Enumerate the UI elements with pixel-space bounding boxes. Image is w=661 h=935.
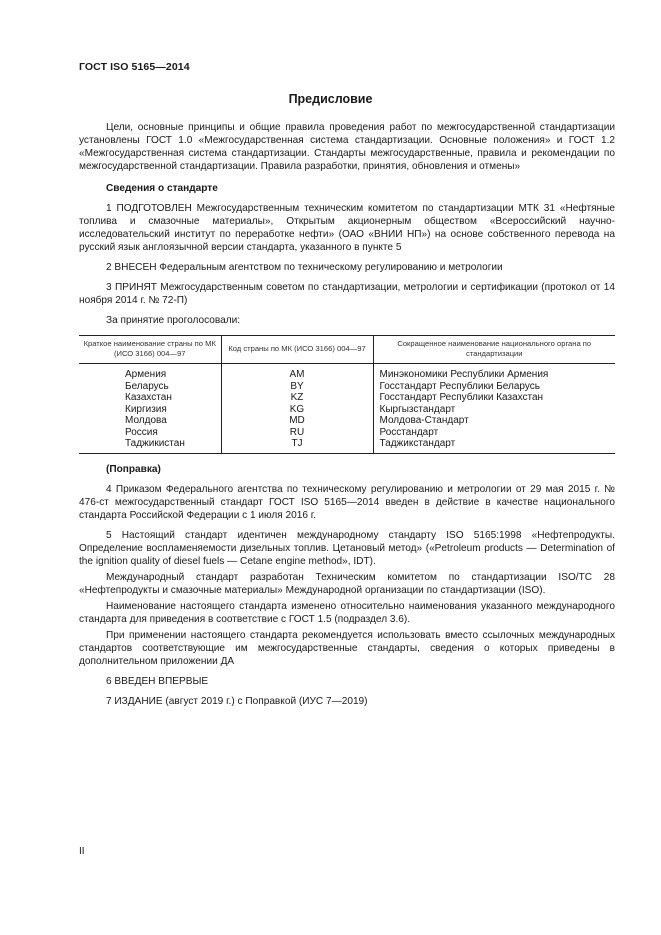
code-cell: RU (221, 427, 373, 439)
body-cell: Минэкономики Республики Армения (373, 364, 615, 381)
table-row (79, 427, 615, 439)
table-row (79, 392, 615, 404)
paragraph-5-iso: Международный стандарт разработан Техническим комитетом по стандартизации ISO/TC 28 «Нефтепродукты и смазочные материалы» Международной организации по стандартизации (ISO). (79, 571, 615, 596)
body-cell: Молдова-Стандарт (373, 415, 615, 427)
header-code: Код страны по МК (ИСО 3166) 004—97 (221, 336, 373, 364)
paragraph-5-name: Наименование настоящего стандарта изменено относительно наименования указанного международного стандарта для приведения в соответствие с ГОСТ 1.5 (подраздел 3.6). (79, 600, 615, 625)
country-cell: Армения (125, 369, 167, 380)
preface-body (79, 121, 615, 708)
paragraph-1: 1 ПОДГОТОВЛЕН Межгосударственным техническим комитетом по стандартизации МТК 31 «Нефтяные топлива и смазочные материалы», Открытым акционерным обществом «Всероссийский научно-исследовательский институт по переработке нефти» (ОАО «ВНИИ НП») на основе собственного перевода на русский язык англоязычной версии стандарта, указанного в пункте 5 (79, 203, 615, 253)
code-cell: AM (221, 364, 373, 381)
preface-title: Предисловие (288, 92, 373, 106)
header-body: Сокращенное наименование национального органа по стандартизации (373, 336, 615, 364)
code-cell: TJ (221, 438, 373, 453)
country-cell: Казахстан (125, 392, 172, 403)
vote-table-header-row (79, 336, 615, 364)
code-cell: BY (221, 381, 373, 393)
table-row (79, 404, 615, 416)
paragraph-2: 2 ВНЕСЕН Федеральным агентством по техническому регулированию и метрологии (106, 262, 503, 273)
country-cell: Молдова (125, 415, 167, 426)
table-row (79, 381, 615, 393)
code-cell: KZ (221, 392, 373, 404)
country-cell: Россия (125, 426, 158, 438)
amendment-heading: (Поправка) (106, 463, 161, 475)
paragraph-5: 5 Настоящий стандарт идентичен международному стандарту ISO 5165:1998 «Нефтепродукты. Определение воспламеняемости дизельных топлив. Цетановый метод» («Petroleum products — Determination of the ignition quality of diesel fuels — Cetane engine method», IDT). (79, 529, 615, 567)
country-cell: Киргизия (125, 403, 167, 415)
paragraph-3: 3 ПРИНЯТ Межгосударственным советом по стандартизации, метрологии и сертификации (протокол от 14 ноября 2014 г. № 72-П) (79, 282, 615, 306)
code-cell: KG (221, 404, 373, 416)
country-cell: Таджикистан (79, 438, 221, 453)
paragraph-5-refs: При применении настоящего стандарта рекомендуется использовать вместо ссылочных международных стандартов соответствующие им межгосударственные стандарты, сведения о которых приведены в дополнительном приложении ДА (79, 629, 615, 667)
table-row (79, 438, 615, 453)
paragraph-7: 7 ИЗДАНИЕ (август 2019 г.) с Поправкой (ИУС 7—2019) (106, 695, 368, 707)
body-cell: Росстандарт (373, 427, 615, 439)
body-cell: Таджикстандарт (373, 438, 615, 453)
intro-paragraph: Цели, основные принципы и общие правила проведения работ по межгосударственной стандартизации установлены ГОСТ 1.0 «Межгосударственная система стандартизации. Основные положения» и ГОСТ 1.2 «Межгосударственная система стандартизации. Стандарты межгосударственные, правила и рекомендации по межгосударственной стандартизации. Правила разработки, принятия, обновления и отмены» (79, 122, 615, 172)
voted-label: За принятие проголосовали: (106, 315, 241, 326)
table-row (79, 415, 615, 427)
paragraph-4: 4 Приказом Федерального агентства по техническому регулированию и метрологии от 29 мая 2015 г. № 476-ст межгосударственный стандарт ГОСТ ISO 5165—2014 введен в действие в качестве национального стандарта Российской Федерации с 1 июля 2016 г. (79, 483, 615, 521)
body-cell: Госстандарт Республики Беларусь (373, 381, 615, 393)
country-cell: Беларусь (125, 380, 169, 392)
vote-table (79, 335, 615, 454)
paragraph-6: 6 ВВЕДЕН ВПЕРВЫЕ (106, 675, 209, 687)
standard-info-heading: Сведения о стандарте (106, 183, 218, 194)
code-cell: MD (221, 415, 373, 427)
header-country: Краткое наименование страны по МК (ИСО 3166) 004—97 (79, 336, 221, 364)
page-number: II (79, 846, 85, 857)
document-code-header: ГОСТ ISO 5165—2014 (79, 61, 190, 73)
body-cell: Госстандарт Республики Казахстан (373, 392, 615, 404)
table-row (79, 364, 615, 381)
body-cell: Кыргызстандарт (373, 404, 615, 416)
